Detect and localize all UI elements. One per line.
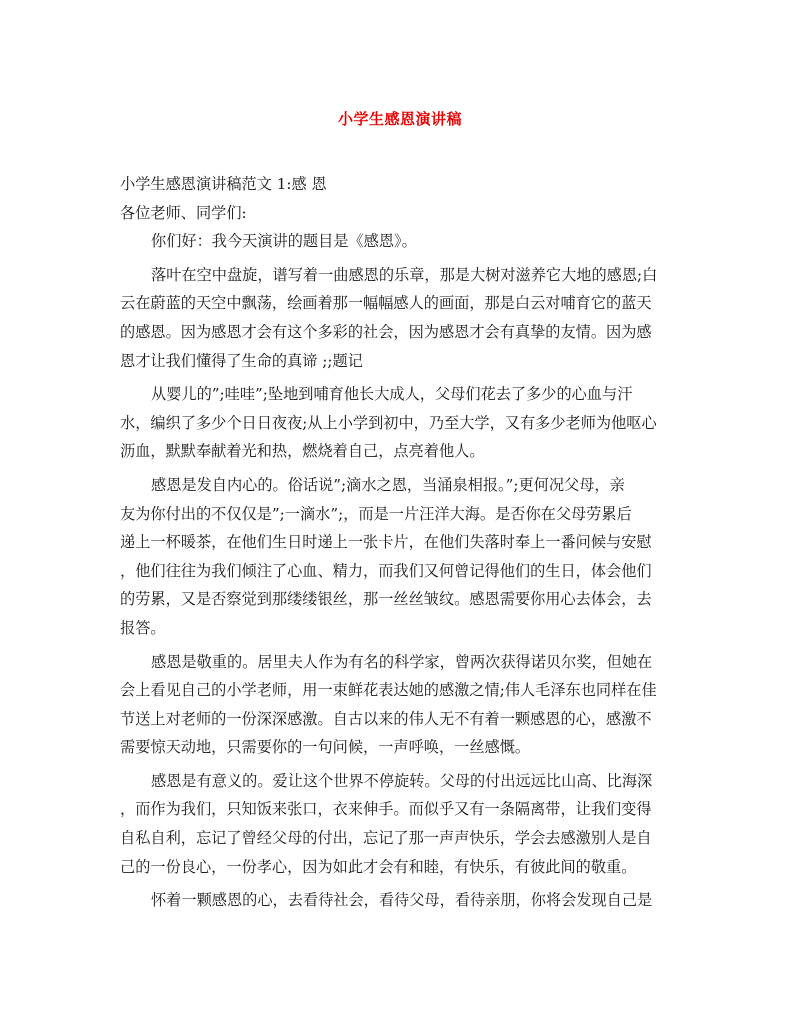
text-line: 小学生感恩演讲稿范文 1:感 恩 <box>120 175 327 193</box>
text-line: 友为你付出的不仅仅是”;一滴水”;，而是一片汪洋大海。是否你在父母劳累后 <box>120 504 632 523</box>
text-line: 水，编织了多少个日日夜夜;从上小学到初中，乃至大学，又有多少老师为他呕心 <box>120 413 657 432</box>
text-line: 恩才让我们懂得了生命的真谛 ;;题记 <box>120 351 363 370</box>
text-line: 的感恩。因为感恩才会有这个多彩的社会，因为感恩才会有真挚的友情。因为感 <box>120 322 652 341</box>
text-line: 感恩是有意义的。爱让这个世界不停旋转。父母的付出远远比山高、比海深 <box>151 771 653 790</box>
page-title: 小学生感恩演讲稿 <box>337 110 462 128</box>
text-line: 己的一份良心，一份孝心，因为如此才会有和睦，有快乐，有彼此间的敬重。 <box>120 857 637 876</box>
text-line: 怀着一颗感恩的心，去看待社会，看待父母，看待亲朋，你将会发现自己是 <box>151 891 653 910</box>
text-line: 会上看见自己的小学老师，用一束鲜花表达她的感激之情;伟人毛泽东也同样在佳 <box>120 681 657 700</box>
text-line: 的劳累，又是否察觉到那缕缕银丝，那一丝丝皱纹。感恩需要你用心去体会，去 <box>120 590 652 609</box>
text-line: 递上一杯暖茶，在他们生日时递上一张卡片，在他们失落时奉上一番问候与安慰 <box>120 533 652 552</box>
document-body <box>120 170 676 915</box>
text-line: ，而作为我们，只知饭来张口，衣来伸手。而似乎又有一条隔离带，让我们变得 <box>120 800 652 819</box>
text-line: 感恩是敬重的。居里夫人作为有名的科学家，曾两次获得诺贝尔奖，但她在 <box>151 652 653 671</box>
text-line: 落叶在空中盘旋，谱写着一曲感恩的乐章，那是大树对滋养它大地的感恩;白 <box>151 265 658 284</box>
text-line: 报答。 <box>120 618 166 637</box>
text-line: 感恩是发自内心的。俗话说”;滴水之恩，当涌泉相报。”;更何况父母，亲 <box>151 475 625 494</box>
text-line: 各位老师、同学们: <box>120 203 247 222</box>
text-line: 节送上对老师的一份深深感激。自古以来的伟人无不有着一颗感恩的心，感激不 <box>120 709 652 728</box>
text-line: 自私自利，忘记了曾经父母的付出，忘记了那一声声快乐，学会去感激别人是自 <box>120 829 652 848</box>
text-line: 需要惊天动地，只需要你的一句问候，一声呼唤，一丝感慨。 <box>120 738 531 757</box>
text-line: 云在蔚蓝的天空中飘荡，绘画着那一幅幅感人的画面，那是白云对哺育它的蓝天 <box>120 294 652 313</box>
text-line: ，他们往往为我们倾注了心血、精力，而我们又何曾记得他们的生日，体会他们 <box>120 561 652 580</box>
text-line: 你们好：我今天演讲的题目是《感恩》。 <box>151 232 417 251</box>
text-line: 从婴儿的”;哇哇”;坠地到哺育他长大成人，父母们花去了多少的心血与汗 <box>151 385 633 404</box>
text-line: 沥血，默默奉献着光和热，燃烧着自己，点亮着他人。 <box>120 442 485 461</box>
